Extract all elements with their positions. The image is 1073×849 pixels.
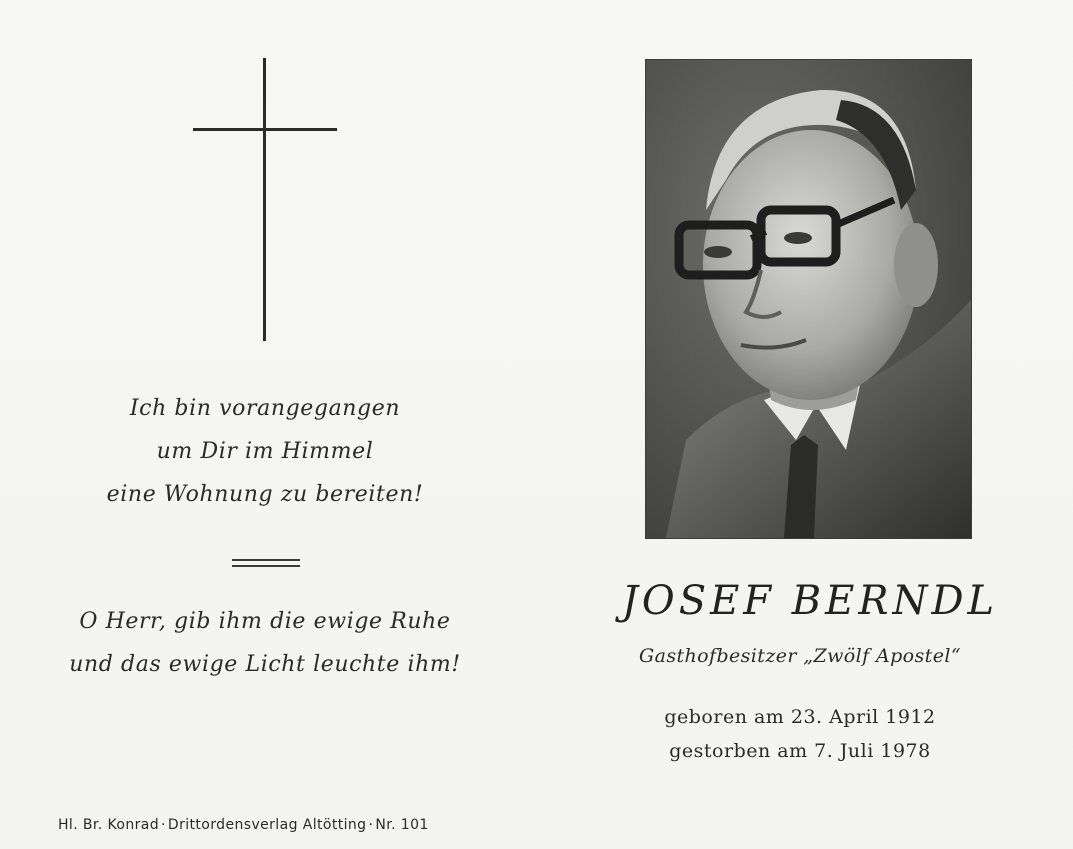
separator-dot: ·	[161, 817, 166, 833]
cross-horizontal-bar	[193, 128, 337, 131]
publisher-imprint	[58, 817, 429, 833]
birth-date: geboren am 23. April 1912	[664, 706, 936, 728]
verse-top-line: Ich bin vorangegangen	[129, 396, 401, 421]
portrait-image	[646, 60, 971, 538]
cross-icon	[193, 58, 337, 341]
verse-bottom-line: und das ewige Licht leuchte ihm!	[69, 652, 461, 677]
separator-dot: ·	[368, 817, 374, 833]
portrait-photo	[645, 59, 972, 539]
publisher-part: Hl. Br. Konrad	[58, 817, 160, 833]
deceased-name: JOSEF BERNDL	[621, 578, 999, 624]
deceased-occupation: Gasthofbesitzer „Zwölf Apostel“	[639, 645, 961, 667]
verse-top-line: um Dir im Himmel	[156, 439, 374, 464]
publisher-part: Nr. 101	[375, 817, 429, 833]
verse-top	[40, 387, 490, 516]
death-date: gestorben am 7. Juli 1978	[669, 740, 931, 762]
divider-rule	[232, 565, 300, 567]
cross-vertical-bar	[263, 58, 266, 341]
verse-top-line: eine Wohnung zu bereiten!	[106, 482, 424, 507]
double-rule-divider	[232, 559, 300, 567]
verse-bottom-line: O Herr, gib ihm die ewige Ruhe	[79, 609, 451, 634]
verse-bottom	[40, 600, 490, 686]
divider-rule	[232, 559, 300, 561]
publisher-part: Drittordensverlag Altötting	[167, 817, 367, 833]
